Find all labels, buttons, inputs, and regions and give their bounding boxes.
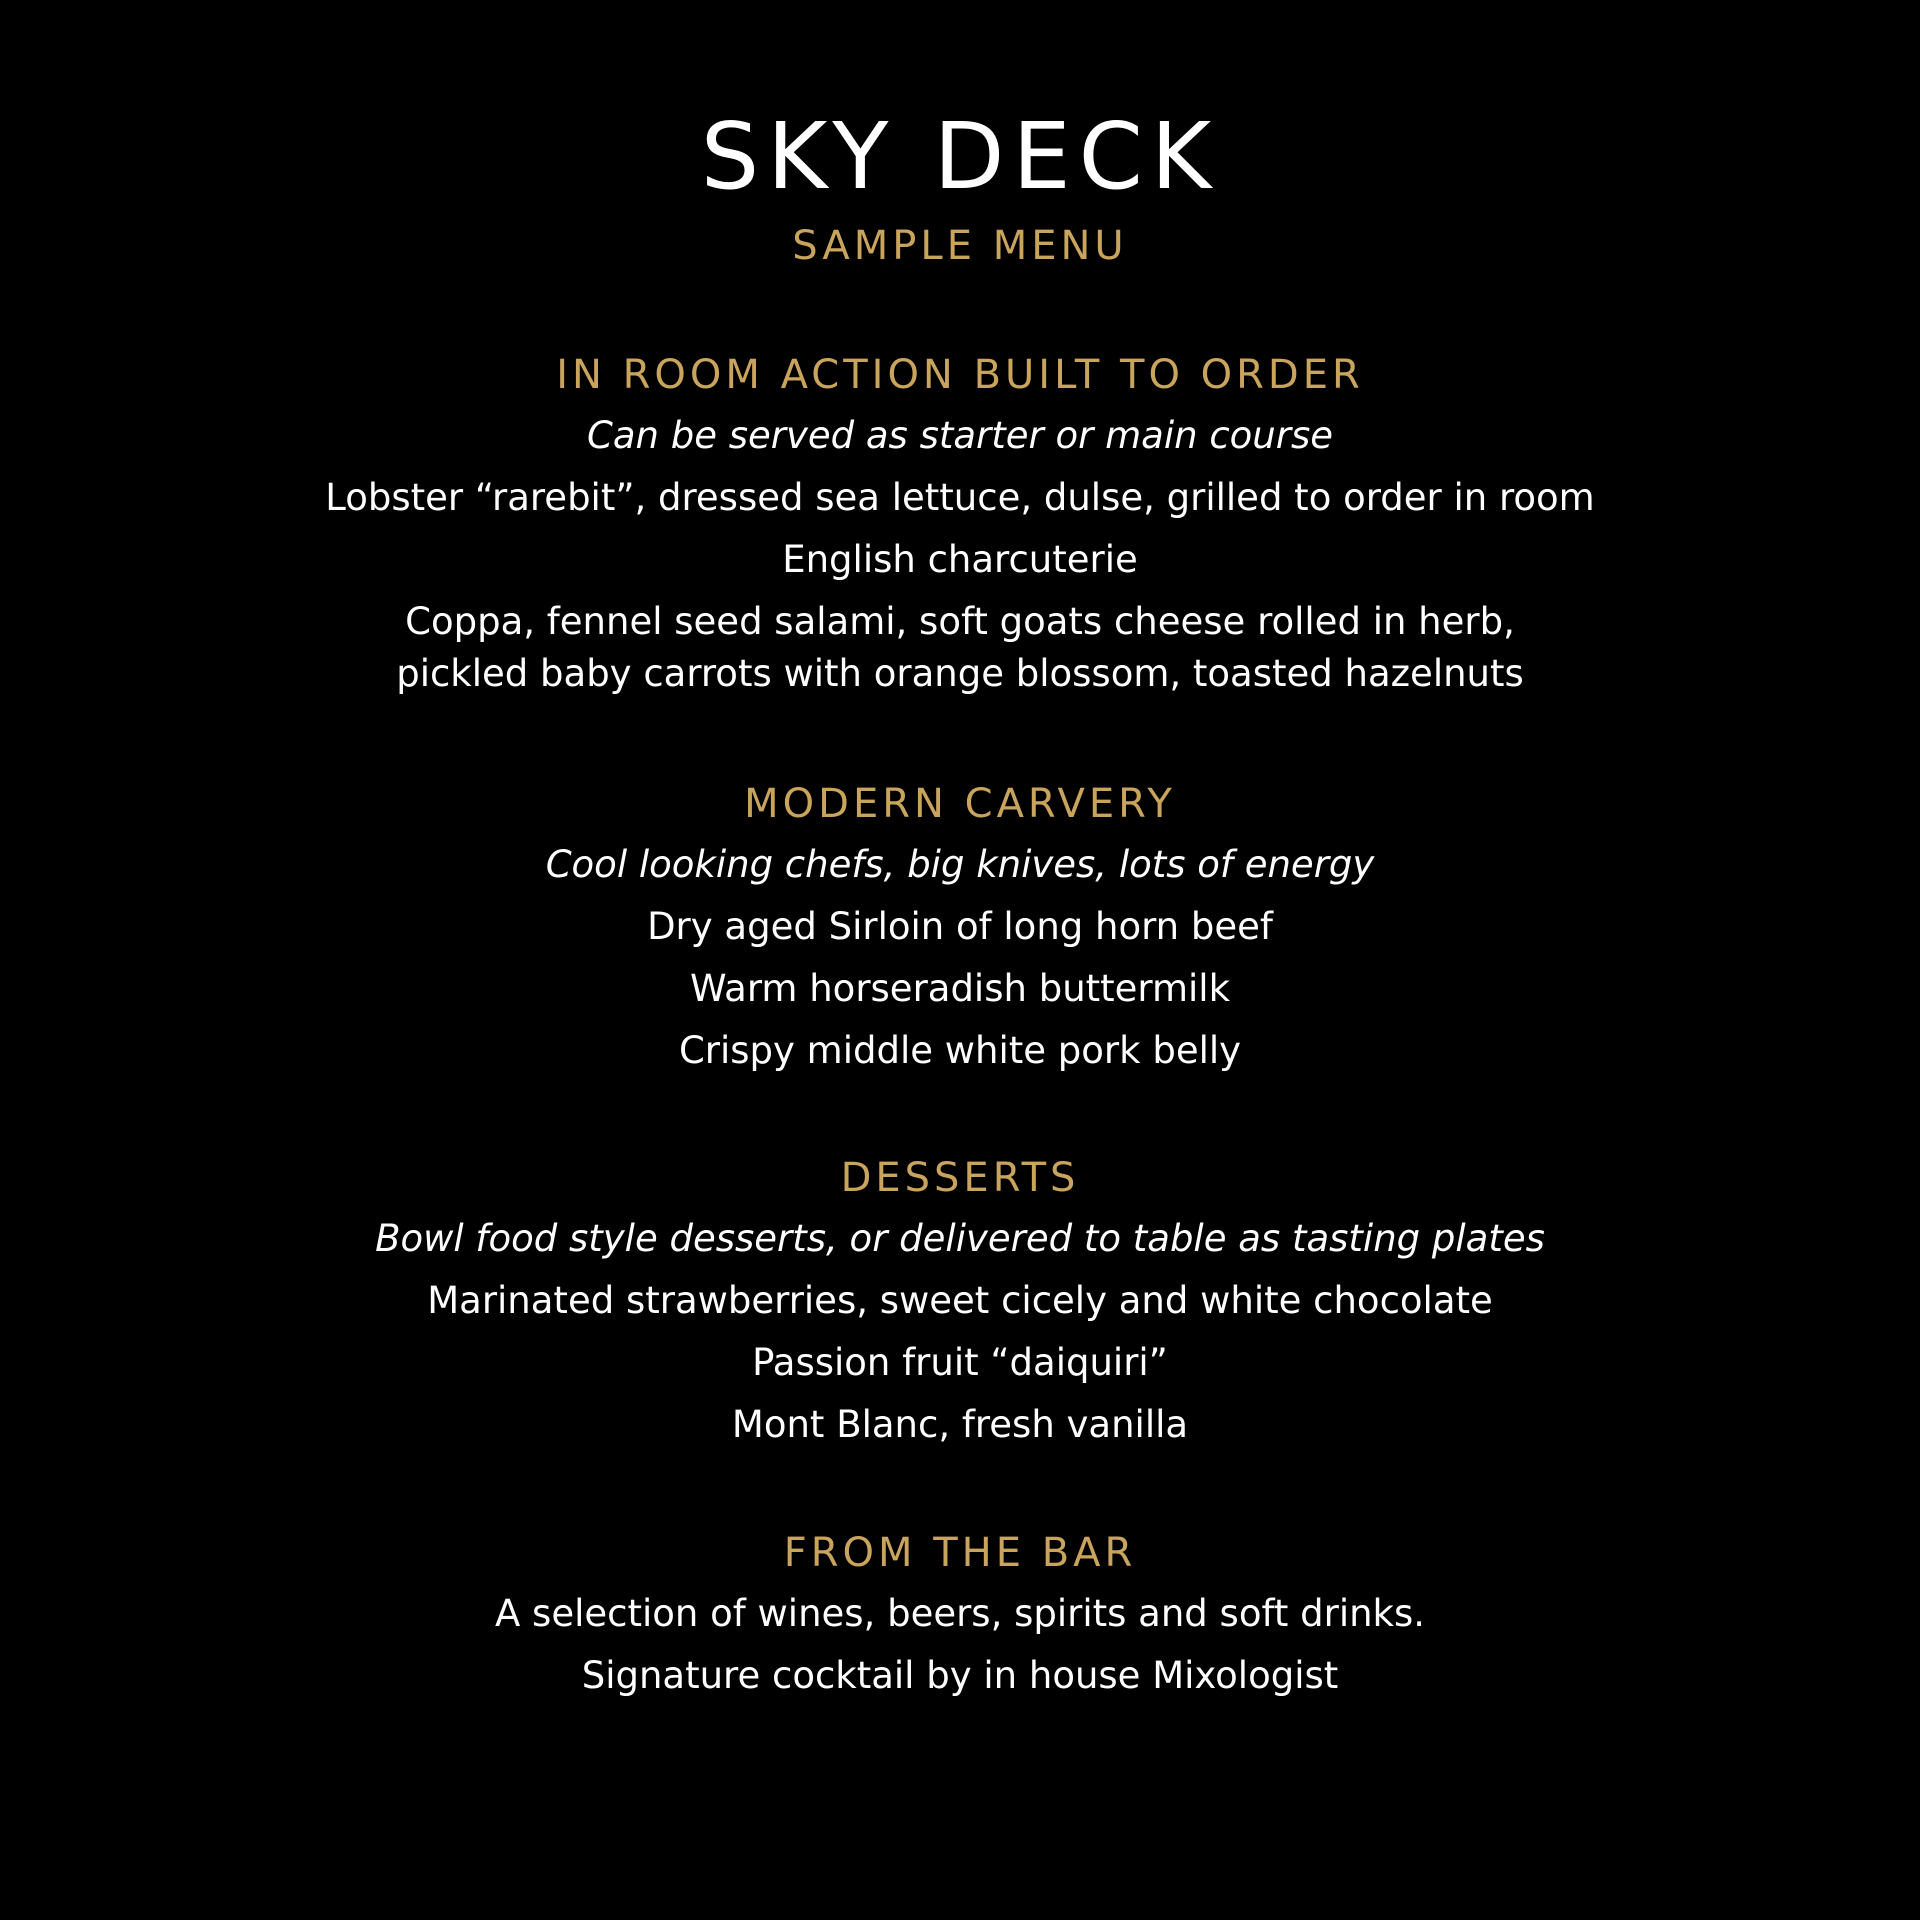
menu-item: English charcuterie xyxy=(782,538,1138,581)
section-heading: FROM THE BAR xyxy=(783,1530,1137,1576)
menu-item: Signature cocktail by in house Mixologist xyxy=(581,1654,1339,1697)
section-in-room-action xyxy=(0,350,1920,710)
section-heading: IN ROOM ACTION BUILT TO ORDER xyxy=(556,352,1364,398)
section-subtitle: Can be served as starter or main course xyxy=(586,414,1334,457)
menu-item: Crispy middle white pork belly xyxy=(678,1029,1242,1072)
section-heading: MODERN CARVERY xyxy=(744,781,1176,827)
menu-item: Warm horseradish buttermilk xyxy=(689,967,1231,1010)
section-from-the-bar xyxy=(0,1528,1920,1712)
menu-title: SKY DECK xyxy=(700,103,1220,210)
menu-item: Dry aged Sirloin of long horn beef xyxy=(647,905,1273,948)
menu-item: A selection of wines, beers, spirits and soft drinks. xyxy=(494,1592,1426,1635)
section-subtitle: Cool looking chefs, big knives, lots of energy xyxy=(545,843,1375,886)
menu-item: Passion fruit “daiquiri” xyxy=(752,1341,1168,1384)
section-heading: DESSERTS xyxy=(840,1155,1080,1201)
menu-item: Coppa, fennel seed salami, soft goats cheese rolled in herb, pickled baby carrots with orange blossom, toasted hazelnuts xyxy=(396,600,1524,695)
section-subtitle: Bowl food style desserts, or delivered to table as tasting plates xyxy=(375,1217,1545,1260)
section-modern-carvery xyxy=(0,779,1920,1087)
menu-item: Mont Blanc, fresh vanilla xyxy=(731,1403,1189,1446)
menu-item: Marinated strawberries, sweet cicely and white chocolate xyxy=(427,1279,1493,1322)
menu-item: Lobster “rarebit”, dressed sea lettuce, dulse, grilled to order in room xyxy=(325,476,1595,519)
section-desserts xyxy=(0,1153,1920,1461)
menu-subtitle: SAMPLE MENU xyxy=(792,223,1128,269)
